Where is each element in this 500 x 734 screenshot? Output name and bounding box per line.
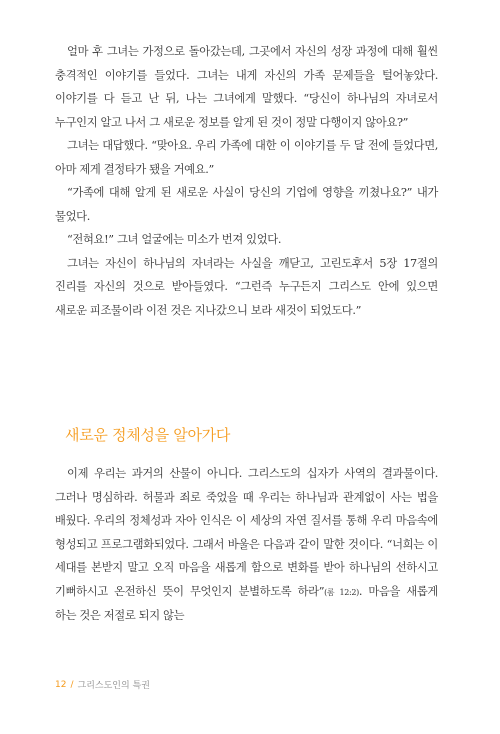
- book-title: 그리스도인의 특권: [77, 681, 150, 691]
- bottom-text-block: [55, 462, 438, 628]
- paragraph-5: 그녀는 자신이 하나님의 자녀라는 사실을 깨닫고, 고린도후서 5장 17절의 진리를 자신의 것으로 받아들였다. “그런즉 누구든지 그리스도 안에 있으면 새로운 피조물이라 이전 것은 지나갔으니 보라 새것이 되었도다.”: [55, 256, 438, 317]
- paragraph-4: “전혀요!” 그녀 얼굴에는 미소가 번져 있었다.: [67, 233, 282, 246]
- paragraph-1: 얼마 후 그녀는 가정으로 돌아갔는데, 그곳에서 자신의 성장 과정에 대해 훨씬 충격적인 이야기를 들었다. 그녀는 내게 자신의 가족 문제들을 털어놓았다. 이야기를 다 듣고 난 뒤, 나는 그녀에게 말했다. “당신이 하나님의 자녀로서 누구인지 알고 나서 그 새로운 정보를 알게 된 것이 정말 다행이지 않아요?”: [55, 45, 438, 129]
- paragraph-6-tail: . 마음을 새롭게 하는 것은 저절로 되지 않는: [55, 584, 438, 622]
- paragraph-6-main: 이제 우리는 과거의 산물이 아니다. 그리스도의 십자가 사역의 결과물이다. 그러나 명심하라. 허물과 죄로 죽었을 때 우리는 하나님과 관계없이 사는 법을 배웠다. 우리의 정체성과 자아 인식은 이 세상의 자연 질서를 통해 우리 마음속에 형성되고 프로그램화되었다. 그래서 바울은 다음과 같이 말한 것이다. “너희는 이 세대를 본받지 말고 오직 마음을 새롭게 함으로 변화를 받아 하나님의 선하시고 기뻐하시고 온전하신 뜻이 무엇인지 분별하도록 하라”: [55, 467, 438, 598]
- scripture-citation: (롬 12:2): [324, 587, 359, 597]
- footer-separator: /: [70, 679, 74, 690]
- top-text-block: [55, 40, 438, 322]
- page-footer: [55, 678, 150, 691]
- paragraph-2: 그녀는 대답했다. “맞아요. 우리 가족에 대한 이 이야기를 두 달 전에 들었다면, 아마 제게 결정타가 됐을 거예요.”: [55, 139, 438, 176]
- page-number: 12: [55, 679, 67, 690]
- paragraph-3: “가족에 대해 알게 된 새로운 사실이 당신의 기업에 영향을 끼쳤나요?” 내가 물었다.: [55, 186, 438, 223]
- paragraph-6: [55, 462, 438, 628]
- section-heading: 새로운 정체성을 알아가다: [65, 426, 231, 444]
